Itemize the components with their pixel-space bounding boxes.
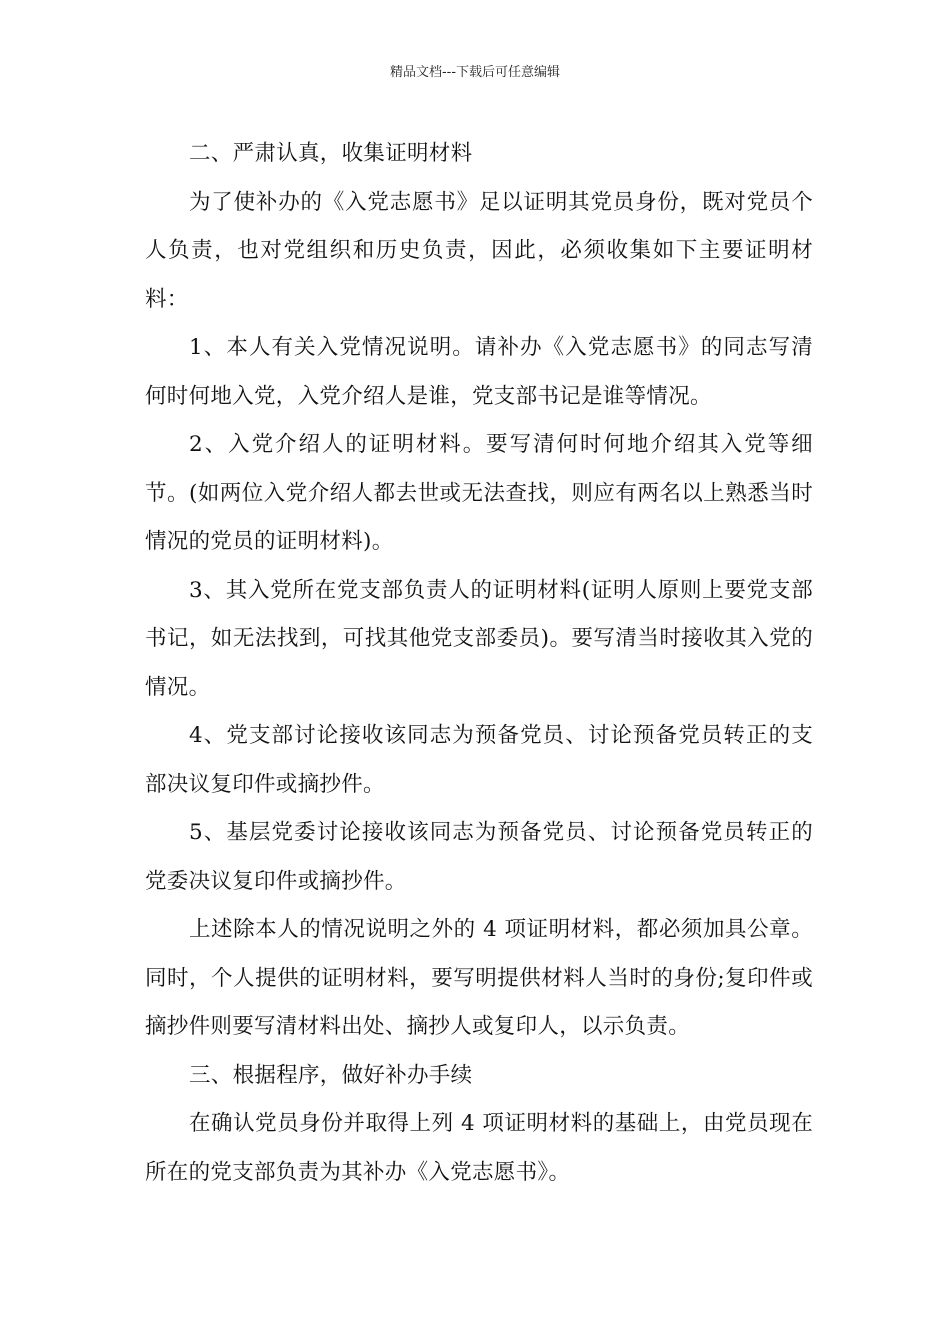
list-item-3: 3、其入党所在党支部负责人的证明材料(证明人原则上要党支部书记，如无法找到，可找其他党支部委员)。要写清当时接收其入党的情况。 bbox=[145, 577, 813, 700]
paragraph-intro: 为了使补办的《入党志愿书》足以证明其党员身份，既对党员个人负责，也对党组织和历史负责，因此，必须收集如下主要证明材料： bbox=[145, 189, 813, 312]
section-heading-3: 三、根据程序，做好补办手续 bbox=[189, 1062, 473, 1088]
paragraph-procedure: 在确认党员身份并取得上列 4 项证明材料的基础上，由党员现在所在的党支部负责为其补办《入党志愿书》。 bbox=[145, 1111, 813, 1185]
list-item-2: 2、入党介绍人的证明材料。要写清何时何地介绍其入党等细节。(如两位入党介绍人都去世或无法查找，则应有两名以上熟悉当时情况的党员的证明材料)。 bbox=[145, 432, 813, 554]
section-heading-2: 二、严肃认真，收集证明材料 bbox=[189, 141, 473, 166]
page-header: 精品文档---下载后可任意编辑 bbox=[389, 65, 561, 80]
list-item-4: 4、党支部讨论接收该同志为预备党员、讨论预备党员转正的支部决议复印件或摘抄件。 bbox=[145, 723, 813, 797]
list-item-1: 1、本人有关入党情况说明。请补办《入党志愿书》的同志写清何时何地入党，入党介绍人是谁，党支部书记是谁等情况。 bbox=[145, 335, 813, 409]
paragraph-seal-requirement: 上述除本人的情况说明之外的 4 项证明材料，都必须加具公章。同时，个人提供的证明材料，要写明提供材料人当时的身份;复印件或摘抄件则要写清材料出处、摘抄人或复印人，以示负责。 bbox=[145, 917, 813, 1039]
document-body bbox=[145, 130, 813, 1197]
list-item-5: 5、基层党委讨论接收该同志为预备党员、讨论预备党员转正的党委决议复印件或摘抄件。 bbox=[145, 820, 813, 894]
